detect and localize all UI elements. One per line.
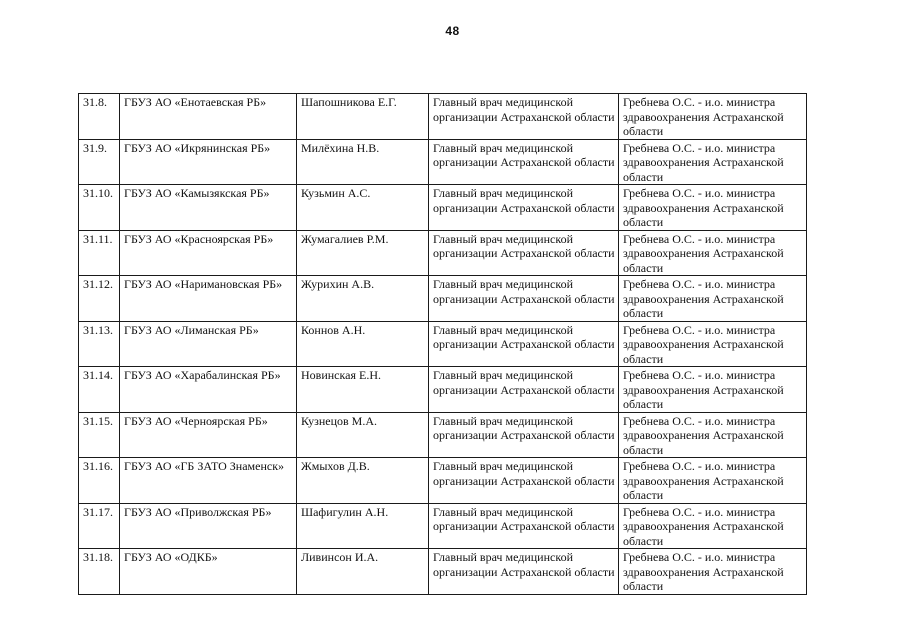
person-name-cell: Жмыхов Д.В. [297, 458, 429, 504]
approver-cell: Гребнева О.С. - и.о. министра здравоохранения Астраханской области [619, 367, 807, 413]
person-name-cell: Милёхина Н.В. [297, 139, 429, 185]
organization-cell: ГБУЗ АО «Икрянинская РБ» [120, 139, 297, 185]
position-cell: Главный врач медицинской организации Астраханской области [429, 94, 619, 140]
person-name-cell: Журихин А.В. [297, 276, 429, 322]
approver-cell: Гребнева О.С. - и.о. министра здравоохранения Астраханской области [619, 458, 807, 504]
page-number: 48 [445, 24, 460, 38]
person-name-cell: Коннов А.Н. [297, 321, 429, 367]
position-cell: Главный врач медицинской организации Астраханской области [429, 185, 619, 231]
row-number-cell: 31.17. [79, 503, 120, 549]
table-row [79, 321, 807, 367]
organization-cell: ГБУЗ АО «Харабалинская РБ» [120, 367, 297, 413]
person-name-cell: Шапошникова Е.Г. [297, 94, 429, 140]
position-cell: Главный врач медицинской организации Астраханской области [429, 412, 619, 458]
table-row [79, 503, 807, 549]
approver-cell: Гребнева О.С. - и.о. министра здравоохранения Астраханской области [619, 185, 807, 231]
table-row [79, 94, 807, 140]
approver-cell: Гребнева О.С. - и.о. министра здравоохранения Астраханской области [619, 412, 807, 458]
approver-cell: Гребнева О.С. - и.о. министра здравоохранения Астраханской области [619, 230, 807, 276]
person-name-cell: Шафигулин А.Н. [297, 503, 429, 549]
position-cell: Главный врач медицинской организации Астраханской области [429, 230, 619, 276]
position-cell: Главный врач медицинской организации Астраханской области [429, 276, 619, 322]
organization-cell: ГБУЗ АО «Лиманская РБ» [120, 321, 297, 367]
organization-cell: ГБУЗ АО «ОДКБ» [120, 549, 297, 595]
table-row [79, 185, 807, 231]
approver-cell: Гребнева О.С. - и.о. министра здравоохранения Астраханской области [619, 549, 807, 595]
row-number-cell: 31.10. [79, 185, 120, 231]
position-cell: Главный врач медицинской организации Астраханской области [429, 458, 619, 504]
position-cell: Главный врач медицинской организации Астраханской области [429, 367, 619, 413]
position-cell: Главный врач медицинской организации Астраханской области [429, 549, 619, 595]
row-number-cell: 31.16. [79, 458, 120, 504]
row-number-cell: 31.9. [79, 139, 120, 185]
responsible-persons-table [78, 93, 807, 595]
organization-cell: ГБУЗ АО «ГБ ЗАТО Знаменск» [120, 458, 297, 504]
organization-cell: ГБУЗ АО «Наримановская РБ» [120, 276, 297, 322]
organization-cell: ГБУЗ АО «Красноярская РБ» [120, 230, 297, 276]
row-number-cell: 31.14. [79, 367, 120, 413]
position-cell: Главный врач медицинской организации Астраханской области [429, 503, 619, 549]
table-row [79, 412, 807, 458]
position-cell: Главный врач медицинской организации Астраханской области [429, 139, 619, 185]
row-number-cell: 31.8. [79, 94, 120, 140]
row-number-cell: 31.11. [79, 230, 120, 276]
row-number-cell: 31.18. [79, 549, 120, 595]
organization-cell: ГБУЗ АО «Енотаевская РБ» [120, 94, 297, 140]
table-row [79, 276, 807, 322]
person-name-cell: Жумагалиев Р.М. [297, 230, 429, 276]
row-number-cell: 31.15. [79, 412, 120, 458]
table-body [79, 94, 807, 595]
approver-cell: Гребнева О.С. - и.о. министра здравоохранения Астраханской области [619, 139, 807, 185]
table-row [79, 458, 807, 504]
approver-cell: Гребнева О.С. - и.о. министра здравоохранения Астраханской области [619, 321, 807, 367]
person-name-cell: Новинская Е.Н. [297, 367, 429, 413]
approver-cell: Гребнева О.С. - и.о. министра здравоохранения Астраханской области [619, 276, 807, 322]
table-row [79, 230, 807, 276]
row-number-cell: 31.12. [79, 276, 120, 322]
position-cell: Главный врач медицинской организации Астраханской области [429, 321, 619, 367]
table-row [79, 367, 807, 413]
person-name-cell: Кузнецов М.А. [297, 412, 429, 458]
person-name-cell: Ливинсон И.А. [297, 549, 429, 595]
person-name-cell: Кузьмин А.С. [297, 185, 429, 231]
approver-cell: Гребнева О.С. - и.о. министра здравоохранения Астраханской области [619, 94, 807, 140]
approver-cell: Гребнева О.С. - и.о. министра здравоохранения Астраханской области [619, 503, 807, 549]
organization-cell: ГБУЗ АО «Камызякская РБ» [120, 185, 297, 231]
organization-cell: ГБУЗ АО «Приволжская РБ» [120, 503, 297, 549]
table-row [79, 139, 807, 185]
row-number-cell: 31.13. [79, 321, 120, 367]
organization-cell: ГБУЗ АО «Черноярская РБ» [120, 412, 297, 458]
table-row [79, 549, 807, 595]
